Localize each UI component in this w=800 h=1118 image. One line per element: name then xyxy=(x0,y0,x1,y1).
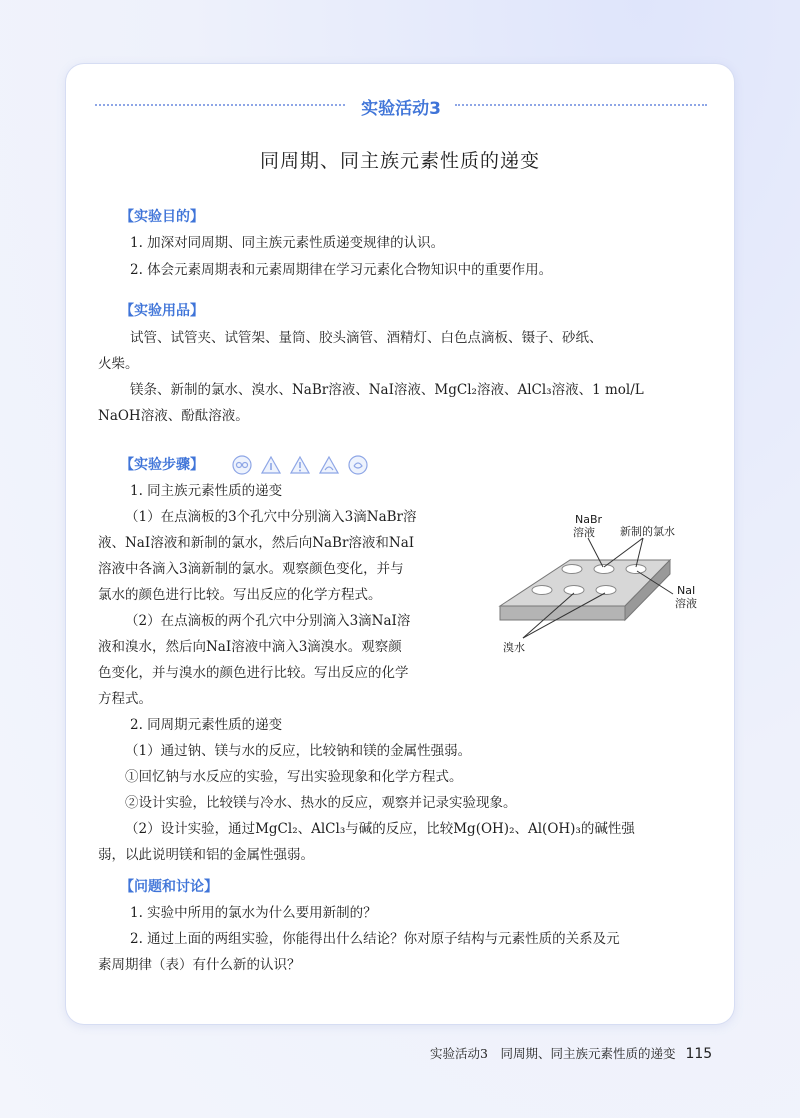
title-divider-right xyxy=(455,104,707,106)
caution-icon xyxy=(290,455,310,475)
step-line-5: 氯水的颜色进行比较。写出反应的化学方程式。 xyxy=(98,587,382,603)
hazard-icon xyxy=(261,455,281,475)
hand-wash-icon xyxy=(348,455,368,475)
label-nabr: NaBr xyxy=(575,513,603,526)
step-line-8: 色变化，并与溴水的颜色进行比较。写出反应的化学 xyxy=(98,665,409,681)
corrosive-icon xyxy=(319,455,339,475)
discussion-heading: 【问题和讨论】 xyxy=(120,879,218,895)
step-line-11: （1）通过钠、镁与水的反应，比较钠和镁的金属性强弱。 xyxy=(125,743,472,759)
goggles-icon xyxy=(232,455,252,475)
materials-line-3: 镁条、新制的氯水、溴水、NaBr溶液、NaI溶液、MgCl₂溶液、AlCl₃溶液、1 mol/L xyxy=(130,382,644,398)
activity-title-row xyxy=(95,94,707,119)
footer-title: 实验活动3 同周期、同主族元素性质的递变 xyxy=(430,1046,676,1061)
purpose-heading: 【实验目的】 xyxy=(120,209,204,225)
materials-line-1: 试管、试管夹、试管架、量筒、胶头滴管、酒精灯、白色点滴板、镊子、砂纸、 xyxy=(130,330,603,346)
page-title: 同周期、同主族元素性质的递变 xyxy=(259,150,540,172)
step-line-10: 2. 同周期元素性质的递变 xyxy=(130,717,283,733)
steps-heading: 【实验步骤】 xyxy=(120,457,204,473)
materials-line-4: NaOH溶液、酚酞溶液。 xyxy=(98,408,249,424)
step-line-14: （2）设计实验，通过MgCl₂、AlCl₃与碱的反应，比较Mg(OH)₂、Al(OH)₃的碱性强 xyxy=(125,821,635,837)
step-line-12: ①回忆钠与水反应的实验，写出实验现象和化学方程式。 xyxy=(125,769,463,785)
safety-icons xyxy=(232,454,372,474)
step-line-13: ②设计实验，比较镁与冷水、热水的反应，观察并记录实验现象。 xyxy=(125,795,517,811)
step-line-9: 方程式。 xyxy=(98,691,152,707)
step-line-4: 溶液中各滴入3滴新制的氯水。观察颜色变化，并与 xyxy=(98,561,404,577)
discussion-line-1: 1. 实验中所用的氯水为什么要用新制的？ xyxy=(130,905,377,921)
spot-plate-diagram xyxy=(495,498,720,668)
step-line-3: 液、NaI溶液和新制的氯水，然后向NaBr溶液和NaI xyxy=(98,535,415,551)
materials-line-2: 火柴。 xyxy=(98,356,139,372)
step-line-2: （1）在点滴板的3个孔穴中分别滴入3滴NaBr溶 xyxy=(125,509,417,525)
label-bromine-water: 溴水 xyxy=(503,641,525,654)
activity-title: 实验活动3 xyxy=(361,99,441,119)
discussion-line-2: 2. 通过上面的两组实验，你能得出什么结论？你对原子结构与元素性质的关系及元 xyxy=(130,931,620,947)
label-nai: NaI xyxy=(677,584,696,597)
label-nabr-solution: 溶液 xyxy=(573,526,595,539)
title-divider-left xyxy=(95,104,345,106)
label-chlorine-water: 新制的氯水 xyxy=(620,525,675,538)
materials-heading: 【实验用品】 xyxy=(120,303,204,319)
purpose-item-1: 1. 加深对同周期、同主族元素性质递变规律的认识。 xyxy=(130,235,445,251)
label-nai-solution: 溶液 xyxy=(675,597,697,610)
page-number: 115 xyxy=(685,1046,713,1062)
discussion-line-3: 素周期律（表）有什么新的认识？ xyxy=(98,957,301,973)
purpose-item-2: 2. 体会元素周期表和元素周期律在学习元素化合物知识中的重要作用。 xyxy=(130,262,553,278)
step-line-15: 弱，以此说明镁和铝的金属性强弱。 xyxy=(98,847,314,863)
step-line-1: 1. 同主族元素性质的递变 xyxy=(130,483,283,499)
step-line-7: 液和溴水，然后向NaI溶液中滴入3滴溴水。观察颜 xyxy=(98,639,402,655)
step-line-6: （2）在点滴板的两个孔穴中分别滴入3滴NaI溶 xyxy=(125,613,411,629)
page-footer xyxy=(430,1044,712,1062)
